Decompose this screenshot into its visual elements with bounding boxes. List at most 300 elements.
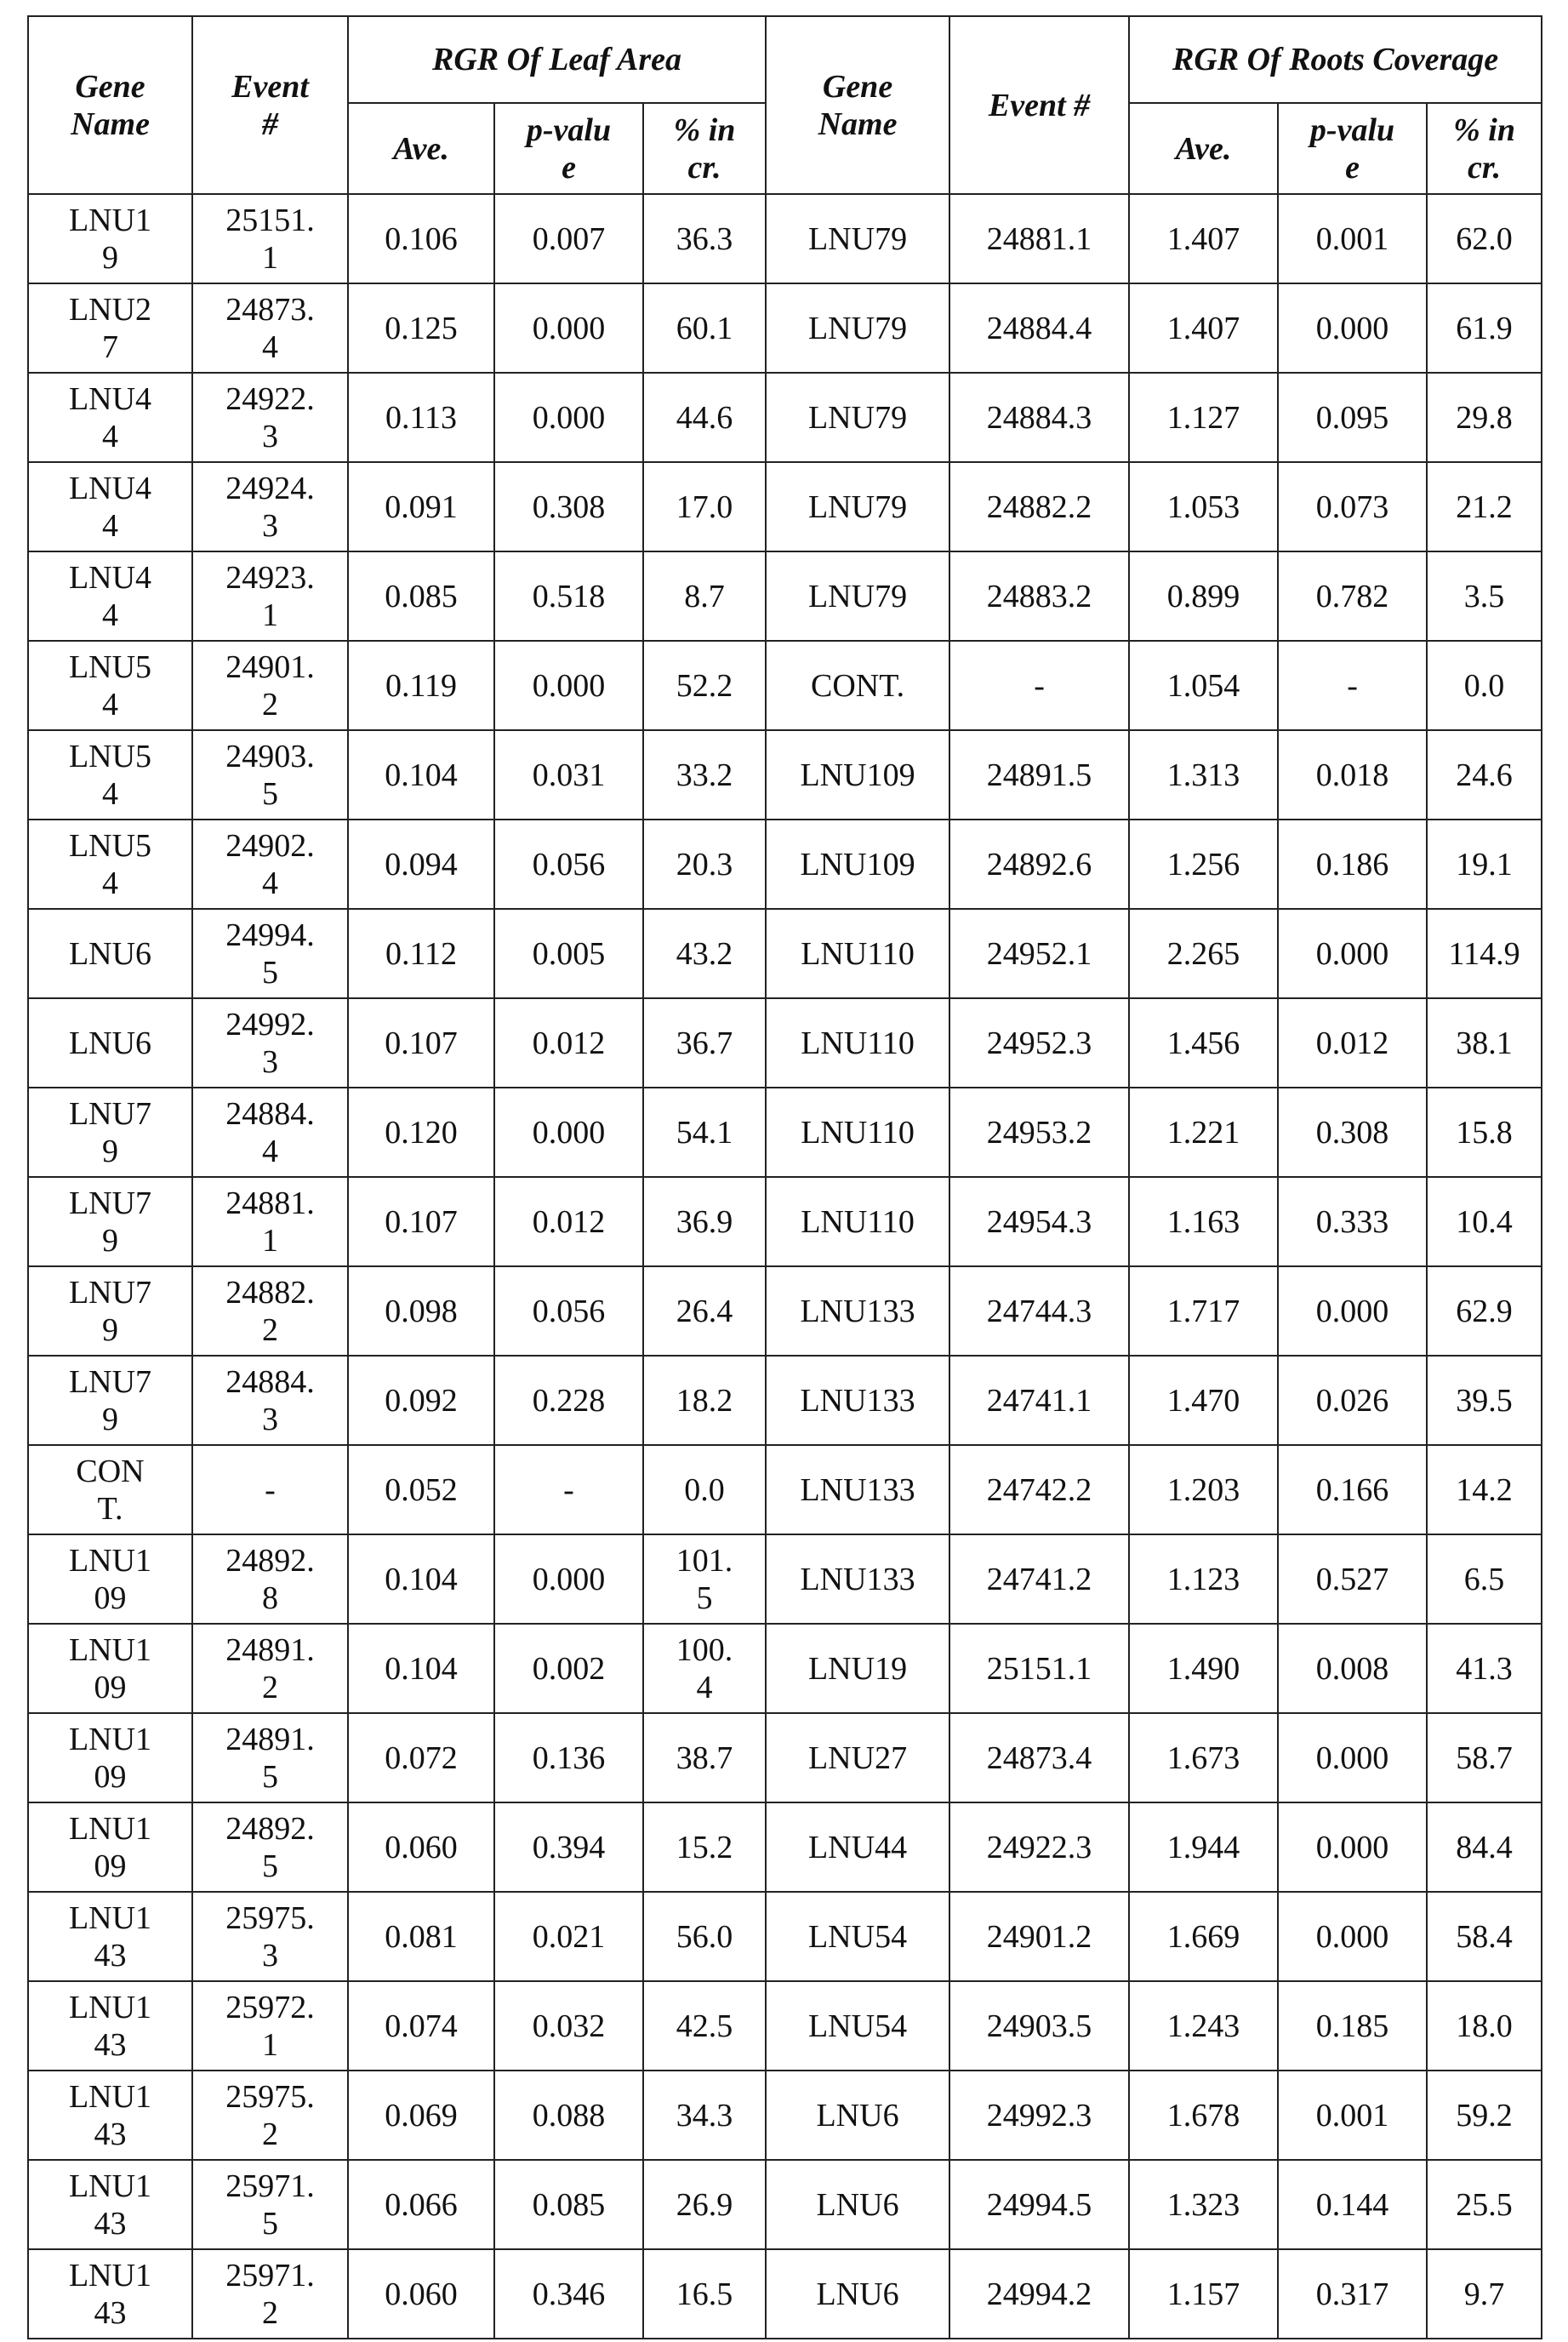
cell-pvalue-left [494, 1624, 643, 1713]
cell-ave-left [348, 1356, 494, 1445]
cell-gene-name-left [28, 2071, 192, 2160]
cell-incr-left [643, 1177, 766, 1266]
cell-event-left [192, 730, 348, 820]
table-row [28, 820, 1542, 909]
cell-ave-left [348, 641, 494, 730]
cell-pvalue-left [494, 1802, 643, 1892]
cell-value: 0.005 [533, 936, 606, 972]
cell-value: 100.4 [672, 1631, 737, 1706]
cell-value: 0.081 [385, 1919, 458, 1955]
cell-value: 36.3 [672, 220, 737, 258]
cell-value: 21.2 [1456, 489, 1513, 525]
cell-value: - [1347, 668, 1358, 704]
table-row [28, 2160, 1542, 2249]
cell-gene-name-right [766, 909, 949, 998]
cell-ave-right [1129, 1802, 1278, 1892]
cell-value: 1.053 [1167, 489, 1240, 525]
header-event-right: Event # [949, 16, 1129, 194]
cell-value: 43.2 [672, 935, 737, 973]
cell-gene-name-right [766, 1802, 949, 1892]
cell-gene-name-right [766, 1892, 949, 1981]
cell-event-left [192, 1534, 348, 1624]
cell-value: 1.313 [1167, 757, 1240, 793]
cell-value: CONT. [65, 1453, 157, 1528]
cell-value: 1.669 [1167, 1919, 1240, 1955]
cell-gene-name-left [28, 1534, 192, 1624]
cell-incr-left [643, 1088, 766, 1177]
cell-value: 0.112 [385, 936, 457, 972]
cell-event-right [949, 1981, 1129, 2071]
cell-value: 24922.3 [225, 380, 316, 455]
cell-ave-left [348, 373, 494, 462]
cell-ave-right [1129, 373, 1278, 462]
cell-value: 0.032 [533, 2008, 606, 2044]
cell-gene-name-left [28, 641, 192, 730]
cell-gene-name-right [766, 1981, 949, 2071]
cell-event-right [949, 1356, 1129, 1445]
table-body [28, 194, 1542, 2339]
cell-value: 54.1 [672, 1114, 737, 1151]
table-row [28, 1624, 1542, 1713]
cell-value: LNU79 [808, 400, 907, 436]
cell-value: 0.085 [385, 579, 458, 614]
cell-value: 24741.1 [987, 1383, 1092, 1419]
cell-event-left [192, 1356, 348, 1445]
cell-incr-left [643, 909, 766, 998]
cell-ave-right [1129, 1445, 1278, 1534]
cell-pvalue-left [494, 998, 643, 1088]
cell-gene-name-left [28, 373, 192, 462]
cell-pvalue-right [1278, 1445, 1427, 1534]
cell-incr-right [1427, 1356, 1542, 1445]
cell-ave-left [348, 820, 494, 909]
cell-value: 0.095 [1316, 400, 1389, 436]
cell-value: 44.6 [672, 399, 737, 437]
cell-ave-left [348, 1266, 494, 1356]
cell-incr-right [1427, 2249, 1542, 2339]
cell-value: 24952.1 [987, 936, 1092, 972]
cell-value: 17.0 [672, 488, 737, 526]
cell-incr-right [1427, 462, 1542, 551]
cell-event-left [192, 1266, 348, 1356]
cell-value: 0.056 [533, 847, 606, 883]
cell-pvalue-left [494, 730, 643, 820]
cell-value: 0.069 [385, 2098, 458, 2134]
cell-ave-left [348, 1088, 494, 1177]
cell-gene-name-right [766, 373, 949, 462]
table-row [28, 283, 1542, 373]
cell-incr-right [1427, 194, 1542, 283]
cell-value: 59.2 [1456, 2098, 1513, 2134]
cell-value: 62.9 [1456, 1294, 1513, 1329]
cell-value: 0.106 [385, 221, 458, 257]
table-row [28, 730, 1542, 820]
cell-value: 19.1 [1456, 847, 1513, 883]
cell-value: LNU6 [65, 935, 157, 973]
cell-pvalue-left [494, 1177, 643, 1266]
cell-pvalue-left [494, 1266, 643, 1356]
cell-value: CONT. [811, 668, 904, 704]
cell-incr-left [643, 1624, 766, 1713]
cell-event-right [949, 1802, 1129, 1892]
cell-value: 24924.3 [225, 470, 316, 545]
cell-value: LNU143 [65, 2168, 157, 2242]
cell-gene-name-left [28, 730, 192, 820]
cell-pvalue-right [1278, 1713, 1427, 1802]
cell-incr-right [1427, 1088, 1542, 1177]
cell-event-right [949, 2249, 1129, 2339]
cell-event-right [949, 641, 1129, 730]
cell-event-left [192, 909, 348, 998]
cell-gene-name-right [766, 998, 949, 1088]
cell-ave-left [348, 2160, 494, 2249]
cell-value: 24952.3 [987, 1025, 1092, 1061]
cell-value: 8.7 [672, 578, 737, 615]
header-ave-right: Ave. [1129, 103, 1278, 194]
cell-value: 42.5 [672, 2008, 737, 2045]
cell-pvalue-left [494, 194, 643, 283]
cell-pvalue-right [1278, 998, 1427, 1088]
cell-value: 1.407 [1167, 311, 1240, 346]
cell-gene-name-left [28, 194, 192, 283]
header-incr-right: % incr. [1427, 103, 1542, 194]
cell-ave-left [348, 2249, 494, 2339]
header-ave-left: Ave. [348, 103, 494, 194]
cell-incr-left [643, 1266, 766, 1356]
cell-pvalue-left [494, 2071, 643, 2160]
cell-value: 18.2 [672, 1382, 737, 1419]
cell-value: 52.2 [672, 667, 737, 705]
cell-event-left [192, 373, 348, 462]
cell-value: 0.185 [1316, 2008, 1389, 2044]
cell-value: 36.9 [672, 1203, 737, 1241]
cell-value: LNU79 [65, 1274, 157, 1349]
cell-pvalue-left [494, 2249, 643, 2339]
cell-value: 14.2 [1456, 1472, 1513, 1508]
cell-value: 24744.3 [987, 1294, 1092, 1329]
cell-value: 0.308 [1316, 1115, 1389, 1151]
cell-value: LNU54 [65, 648, 157, 723]
cell-value: 0.125 [385, 311, 458, 346]
cell-value: 1.673 [1167, 1740, 1240, 1776]
cell-value: 0.094 [385, 847, 458, 883]
header-rgr-leaf-area: RGR Of Leaf Area [348, 16, 766, 103]
cell-incr-right [1427, 1981, 1542, 2071]
cell-incr-right [1427, 1177, 1542, 1266]
cell-value: 1.243 [1167, 2008, 1240, 2044]
cell-value: LNU44 [65, 470, 157, 545]
cell-value: LNU79 [808, 579, 907, 614]
cell-incr-right [1427, 2071, 1542, 2160]
cell-gene-name-right [766, 1713, 949, 1802]
cell-ave-left [348, 1713, 494, 1802]
cell-value: LNU110 [801, 1204, 915, 1240]
cell-incr-left [643, 1892, 766, 1981]
cell-value: 20.3 [672, 846, 737, 883]
cell-value: 0.018 [1316, 757, 1389, 793]
cell-ave-right [1129, 462, 1278, 551]
cell-value: LNU54 [808, 1919, 907, 1955]
cell-value: 1.157 [1167, 2276, 1240, 2312]
cell-incr-left [643, 2071, 766, 2160]
cell-incr-left [643, 641, 766, 730]
cell-value: 0.000 [1316, 1830, 1389, 1865]
cell-pvalue-left [494, 1713, 643, 1802]
cell-ave-right [1129, 1088, 1278, 1177]
cell-incr-left [643, 462, 766, 551]
cell-pvalue-right [1278, 462, 1427, 551]
cell-ave-left [348, 2071, 494, 2160]
cell-value: 1.054 [1167, 668, 1240, 704]
cell-value: 24902.4 [225, 827, 316, 902]
table-row [28, 2071, 1542, 2160]
cell-value: 6.5 [1464, 1562, 1505, 1597]
cell-incr-left [643, 820, 766, 909]
cell-pvalue-left [494, 1892, 643, 1981]
cell-gene-name-left [28, 551, 192, 641]
cell-value: 0.012 [533, 1204, 606, 1240]
cell-incr-right [1427, 2160, 1542, 2249]
cell-value: 34.3 [672, 2097, 737, 2134]
cell-incr-left [643, 2249, 766, 2339]
cell-event-left [192, 1981, 348, 2071]
cell-gene-name-left [28, 1802, 192, 1892]
cell-pvalue-right [1278, 1534, 1427, 1624]
cell-gene-name-left [28, 2249, 192, 2339]
cell-value: 0.031 [533, 757, 606, 793]
table-row [28, 1981, 1542, 2071]
cell-value: LNU79 [65, 1185, 157, 1260]
cell-ave-right [1129, 1356, 1278, 1445]
cell-pvalue-right [1278, 1088, 1427, 1177]
cell-value: 1.163 [1167, 1204, 1240, 1240]
cell-value: 0.0 [1464, 668, 1505, 704]
cell-event-left [192, 998, 348, 1088]
cell-pvalue-right [1278, 820, 1427, 909]
cell-value: LNU19 [808, 1651, 907, 1687]
cell-event-left [192, 2249, 348, 2339]
cell-ave-right [1129, 2071, 1278, 2160]
cell-event-right [949, 1713, 1129, 1802]
cell-value: 114.9 [1449, 936, 1520, 972]
cell-value: - [225, 1471, 316, 1509]
cell-event-left [192, 1802, 348, 1892]
cell-event-left [192, 1088, 348, 1177]
cell-ave-right [1129, 1177, 1278, 1266]
cell-value: 39.5 [1456, 1383, 1513, 1419]
cell-value: 24881.1 [225, 1185, 316, 1260]
cell-value: 0.060 [385, 1830, 458, 1865]
cell-value: 24884.4 [987, 311, 1092, 346]
table-row [28, 1356, 1542, 1445]
cell-incr-right [1427, 373, 1542, 462]
cell-event-right [949, 1892, 1129, 1981]
cell-ave-right [1129, 1892, 1278, 1981]
cell-value: LNU143 [65, 2078, 157, 2153]
cell-incr-left [643, 1445, 766, 1534]
cell-gene-name-right [766, 1445, 949, 1534]
cell-gene-name-left [28, 1981, 192, 2071]
cell-value: LNU110 [801, 1025, 915, 1061]
cell-value: 0.012 [1316, 1025, 1389, 1061]
cell-value: 0.136 [533, 1740, 606, 1776]
cell-value: LNU109 [65, 1631, 157, 1706]
cell-value: 2.265 [1167, 936, 1240, 972]
cell-value: 1.470 [1167, 1383, 1240, 1419]
cell-value: 24954.3 [987, 1204, 1092, 1240]
cell-gene-name-left [28, 998, 192, 1088]
cell-event-left [192, 1624, 348, 1713]
cell-value: LNU133 [800, 1562, 915, 1597]
cell-value: 24884.4 [225, 1095, 316, 1170]
table-row [28, 462, 1542, 551]
cell-incr-right [1427, 641, 1542, 730]
cell-value: LNU79 [808, 489, 907, 525]
cell-value: LNU79 [808, 221, 907, 257]
cell-event-left [192, 551, 348, 641]
cell-value: 24883.2 [987, 579, 1092, 614]
cell-incr-left [643, 998, 766, 1088]
cell-ave-right [1129, 2160, 1278, 2249]
cell-value: 0.394 [533, 1830, 606, 1865]
cell-value: LNU54 [65, 738, 157, 813]
cell-value: 24923.1 [225, 559, 316, 634]
cell-gene-name-left [28, 1892, 192, 1981]
cell-gene-name-left [28, 1177, 192, 1266]
cell-event-left [192, 641, 348, 730]
cell-value: 24882.2 [987, 489, 1092, 525]
cell-ave-left [348, 730, 494, 820]
cell-value: 0.000 [1316, 1740, 1389, 1776]
cell-value: 0.333 [1316, 1204, 1389, 1240]
cell-value: LNU109 [800, 847, 915, 883]
cell-value: 60.1 [672, 310, 737, 347]
cell-incr-right [1427, 820, 1542, 909]
cell-event-right [949, 373, 1129, 462]
cell-value: LNU44 [65, 380, 157, 455]
cell-value: 15.8 [1456, 1115, 1513, 1151]
cell-incr-left [643, 373, 766, 462]
cell-value: 24994.2 [987, 2276, 1092, 2312]
cell-event-right [949, 1266, 1129, 1356]
cell-value: 0.346 [533, 2276, 606, 2312]
cell-value: 0.104 [385, 1651, 458, 1687]
cell-ave-left [348, 1892, 494, 1981]
cell-value: 38.7 [672, 1739, 737, 1777]
cell-value: 24901.2 [225, 648, 316, 723]
cell-value: 0.104 [385, 1562, 458, 1597]
cell-event-left [192, 820, 348, 909]
cell-incr-right [1427, 551, 1542, 641]
cell-value: 0.899 [1167, 579, 1240, 614]
cell-value: 0.166 [1316, 1472, 1389, 1508]
cell-value: 29.8 [1456, 400, 1513, 436]
cell-event-right [949, 283, 1129, 373]
cell-value: LNU54 [65, 827, 157, 902]
cell-ave-right [1129, 1534, 1278, 1624]
cell-value: 0.098 [385, 1294, 458, 1329]
cell-value: 1.221 [1167, 1115, 1240, 1151]
cell-value: LNU79 [65, 1095, 157, 1170]
cell-value: 1.256 [1167, 847, 1240, 883]
cell-value: 0.072 [385, 1740, 458, 1776]
cell-pvalue-left [494, 462, 643, 551]
cell-value: 0.0 [672, 1471, 737, 1509]
cell-value: 25971.5 [225, 2168, 316, 2242]
cell-ave-right [1129, 2249, 1278, 2339]
cell-event-left [192, 1713, 348, 1802]
cell-value: 0.092 [385, 1383, 458, 1419]
cell-value: 0.026 [1316, 1383, 1389, 1419]
cell-gene-name-right [766, 1624, 949, 1713]
cell-pvalue-right [1278, 1266, 1427, 1356]
cell-ave-right [1129, 998, 1278, 1088]
cell-value: 24884.3 [987, 400, 1092, 436]
cell-value: 0.107 [385, 1025, 458, 1061]
cell-value: 38.1 [1456, 1025, 1513, 1061]
cell-value: 0.120 [385, 1115, 458, 1151]
cell-value: 0.001 [1316, 2098, 1389, 2134]
cell-ave-right [1129, 820, 1278, 909]
cell-value: 24891.5 [225, 1721, 316, 1796]
cell-event-right [949, 462, 1129, 551]
cell-value: 0.107 [385, 1204, 458, 1240]
cell-incr-right [1427, 1802, 1542, 1892]
cell-ave-right [1129, 1713, 1278, 1802]
cell-value: LNU109 [65, 1721, 157, 1796]
cell-pvalue-right [1278, 1356, 1427, 1445]
cell-pvalue-left [494, 1088, 643, 1177]
cell-ave-left [348, 1624, 494, 1713]
cell-incr-left [643, 194, 766, 283]
cell-gene-name-right [766, 2071, 949, 2160]
cell-event-right [949, 820, 1129, 909]
cell-gene-name-left [28, 1624, 192, 1713]
cell-value: 1.203 [1167, 1472, 1240, 1508]
cell-value: 0.066 [385, 2187, 458, 2223]
cell-ave-left [348, 1802, 494, 1892]
cell-gene-name-right [766, 2160, 949, 2249]
cell-pvalue-right [1278, 641, 1427, 730]
cell-value: 1.490 [1167, 1651, 1240, 1687]
cell-ave-right [1129, 909, 1278, 998]
cell-value: LNU133 [800, 1294, 915, 1329]
cell-pvalue-right [1278, 194, 1427, 283]
cell-ave-right [1129, 1981, 1278, 2071]
cell-ave-right [1129, 730, 1278, 820]
cell-event-right [949, 1445, 1129, 1534]
cell-value: 24892.8 [225, 1542, 316, 1617]
cell-value: 0.113 [385, 400, 457, 436]
cell-ave-left [348, 551, 494, 641]
cell-value: 0.000 [1316, 1919, 1389, 1955]
table-row [28, 2249, 1542, 2339]
cell-ave-left [348, 462, 494, 551]
cell-pvalue-right [1278, 909, 1427, 998]
cell-incr-right [1427, 909, 1542, 998]
header-event-left: Event # [192, 16, 348, 194]
cell-pvalue-right [1278, 2071, 1427, 2160]
cell-value: 24922.3 [987, 1830, 1092, 1865]
cell-pvalue-right [1278, 1802, 1427, 1892]
table-row [28, 194, 1542, 283]
cell-value: 25975.2 [225, 2078, 316, 2153]
cell-event-left [192, 1177, 348, 1266]
cell-value: LNU133 [800, 1472, 915, 1508]
cell-incr-left [643, 730, 766, 820]
header-gene-name-right: Gene Name [766, 16, 949, 194]
cell-value: 1.456 [1167, 1025, 1240, 1061]
